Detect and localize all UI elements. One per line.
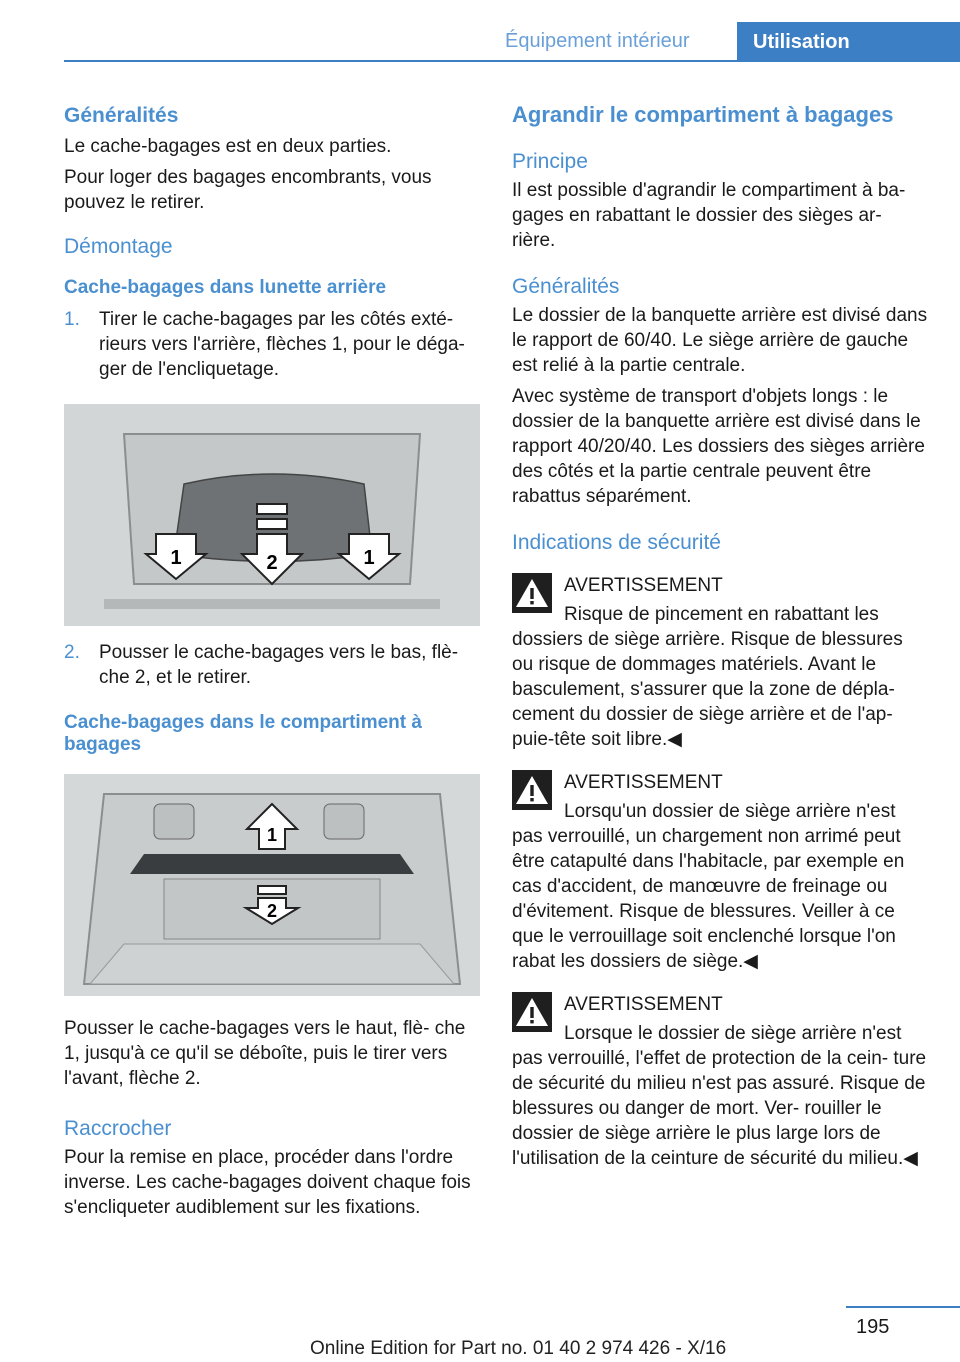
- heading-raccrocher: Raccrocher: [64, 1117, 172, 1140]
- paragraph: Le cache-bagages est en deux parties.: [64, 136, 392, 157]
- page-number: 195: [856, 1316, 890, 1338]
- heading-principe: Principe: [512, 150, 588, 173]
- arrow-label: 1: [363, 547, 375, 569]
- warning-body: Risque de pincement en rabattant les dossiers de siège arrière. Risque de blessures ou risque de dommages matériels. Avant le basculement, s'assurer que la zone de dépla- cement du dossier de siège arrière et de l'ap- puie-tête soit libre.◀: [512, 604, 903, 750]
- heading-generalites: Généralités: [64, 104, 179, 127]
- paragraph: Pousser le cache-bagages vers le haut, flè- che 1, jusqu'à ce qu'il se déboîte, puis le tirer vers l'avant, flèche 2.: [64, 1018, 466, 1089]
- heading-securite: Indications de sécurité: [512, 531, 721, 554]
- step-number: 2.: [64, 642, 80, 663]
- step-1: [64, 307, 480, 382]
- step-text: Tirer le cache-bagages par les côtés exté- rieurs vers l'arrière, flèches 1, pour le déga- ger de l'encliquetage.: [99, 309, 465, 380]
- paragraph: Pour la remise en place, procéder dans l'ordre inverse. Les cache-bagages doivent chaque fois s'encliqueter audiblement sur les fixations.: [64, 1147, 471, 1218]
- footer-edition: Online Edition for Part no. 01 40 2 974 426 - X/16: [310, 1338, 727, 1359]
- warning-icon: [512, 770, 552, 810]
- illustration-trunk-lid: [64, 404, 480, 626]
- arrow-label: 1: [266, 825, 278, 845]
- warning-body: Lorsque le dossier de siège arrière n'est pas verrouillé, l'effet de protection de la cein- ture de sécurité du milieu n'est pas assuré. Risque de blessures ou danger de mort. Ver- rouiller le dossier de siège arrière le plus large lors de l'utilisation de la ceinture de sécurité du milieu.◀: [512, 1023, 927, 1169]
- header-tab[interactable]: Utilisation: [737, 22, 960, 62]
- warning-title: AVERTISSEMENT: [564, 575, 723, 596]
- heading-demontage: Démontage: [64, 235, 173, 258]
- heading-lunette: Cache-bagages dans lunette arrière: [64, 277, 387, 298]
- warning-block: [512, 992, 928, 1171]
- header-section: Équipement intérieur: [505, 30, 690, 52]
- paragraph: Pour loger des bagages encombrants, vous pouvez le retirer.: [64, 167, 432, 213]
- step-number: 1.: [64, 309, 80, 330]
- figure-trunk-cover: [64, 774, 480, 996]
- footer-rule: [846, 1306, 960, 1308]
- warning-icon: [512, 992, 552, 1032]
- paragraph: Avec système de transport d'objets longs : le dossier de la banquette arrière est divisé dans le rapport 40/20/40. Les dossiers des sièges arrière des côtés et la partie centrale peuvent être rabattus séparément.: [512, 386, 925, 507]
- right-column: [512, 100, 928, 1171]
- heading-agrandir: Agrandir le compartiment à bagages: [512, 102, 894, 127]
- warning-icon: [512, 573, 552, 613]
- figure-rear-window-cover: [64, 404, 480, 626]
- warning-title: AVERTISSEMENT: [564, 994, 723, 1015]
- warning-body: Lorsqu'un dossier de siège arrière n'est pas verrouillé, un chargement non arrimé peut être catapulté dans l'habitacle, par exemple en cas d'accident, de manœuvre de freinage ou d'évitement. Risque de blessures. Veiller à ce que le verrouillage soit enclenché lorsque l'on rabat les dossiers de siège.◀: [512, 801, 905, 972]
- warning-title: AVERTISSEMENT: [564, 772, 723, 793]
- heading-generalites: Généralités: [512, 275, 620, 298]
- paragraph: Le dossier de la banquette arrière est divisé dans le rapport de 60/40. Le siège arrière de gauche est relié à la partie centrale.: [512, 305, 928, 376]
- arrow-label: 2: [266, 552, 278, 574]
- step-2: [64, 640, 480, 690]
- warning-block: [512, 573, 928, 752]
- illustration-trunk: [64, 774, 480, 996]
- arrow-label: 1: [170, 547, 182, 569]
- left-column: [64, 100, 480, 1220]
- heading-compartiment: Cache-bagages dans le compartiment à bagages: [64, 712, 422, 755]
- step-text: Pousser le cache-bagages vers le bas, flè- che 2, et le retirer.: [99, 642, 459, 688]
- warning-block: [512, 770, 928, 974]
- arrow-label: 2: [266, 901, 278, 921]
- paragraph: Il est possible d'agrandir le compartiment à ba- gages en rabattant le dossier des sièges ar- rière.: [512, 180, 906, 251]
